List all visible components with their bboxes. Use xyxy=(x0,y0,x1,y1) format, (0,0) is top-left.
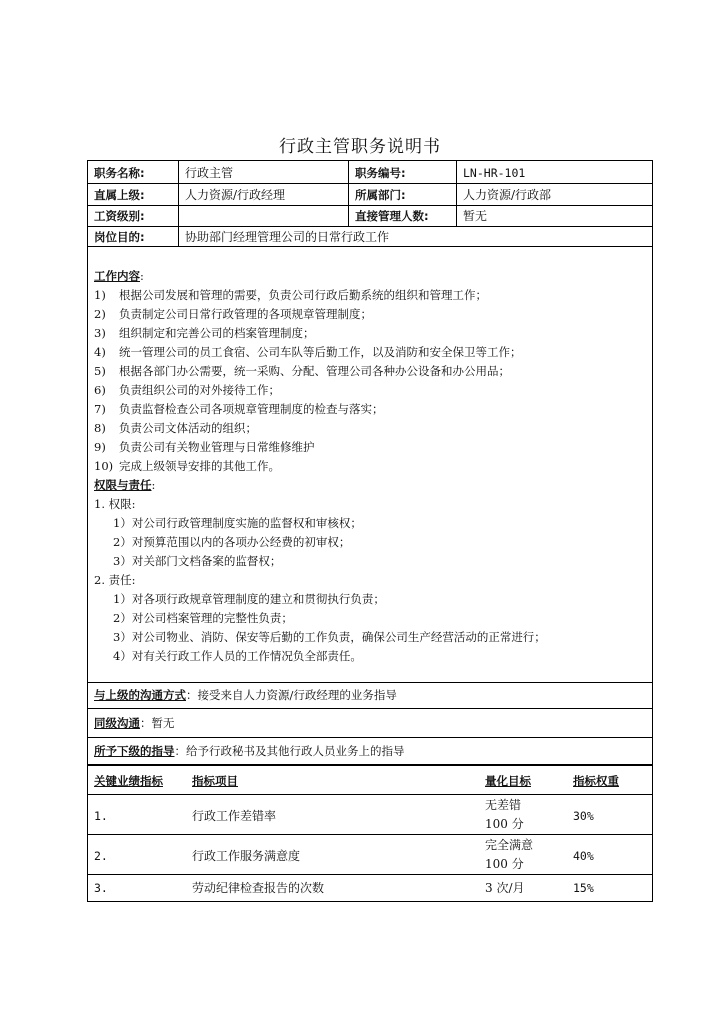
upward-communication: 与上级的沟通方式：接受来自人力资源/行政经理的业务指导 xyxy=(94,688,397,702)
divider xyxy=(456,160,457,226)
responsibility-item: 2）对公司档案管理的完整性负责； xyxy=(113,611,293,625)
responsibility-item: 3）对公司物业、消防、保安等后勤的工作负责，确保公司生产经营活动的正常进行； xyxy=(113,630,546,644)
duty-number: 1) xyxy=(94,288,106,302)
kpi-row-number: 2. xyxy=(94,849,108,863)
divider xyxy=(87,764,653,766)
divider xyxy=(87,682,653,683)
job-description-table xyxy=(87,160,653,902)
right-item: 1）对公司行政管理制度实施的监督权和审核权； xyxy=(113,516,362,530)
right-item: 2）对预算范围以内的各项办公经费的初审权； xyxy=(113,535,351,549)
duty-number: 8) xyxy=(94,421,106,435)
duties-heading: 工作内容: xyxy=(94,269,144,283)
kpi-row-item: 行政工作差错率 xyxy=(192,809,277,823)
kpi-row-target-line2: 100 分 xyxy=(485,857,524,871)
job-title-label: 职务名称: xyxy=(94,166,145,180)
duty-text: 根据公司发展和管理的需要，负责公司行政后勤系统的组织和管理工作； xyxy=(119,288,487,302)
right-item: 3）对关部门文档备案的监督权； xyxy=(113,554,282,568)
kpi-row-target-line1: 完全满意 xyxy=(485,838,534,852)
duty-text: 负责监督检查公司各项规章管理制度的检查与落实； xyxy=(119,402,384,416)
duty-number: 10) xyxy=(94,459,114,473)
duty-text: 负责公司文体活动的组织； xyxy=(119,421,257,435)
duty-text: 负责制定公司日常行政管理的各项规章管理制度； xyxy=(119,307,372,321)
divider xyxy=(348,160,349,226)
kpi-row-target-line1: 无差错 xyxy=(485,798,522,812)
duty-text: 根据各部门办公需要，统一采购、分配、管理公司各种办公设备和办公用品； xyxy=(119,364,510,378)
duty-item xyxy=(94,458,280,474)
duty-number: 6) xyxy=(94,383,106,397)
supervisor-label: 直属上级: xyxy=(94,188,145,202)
subordinates-label: 直接管理人数: xyxy=(355,209,429,223)
purpose-label: 岗位目的: xyxy=(94,230,145,244)
department-label: 所属部门: xyxy=(355,188,406,202)
responsibilities-title: 2. 责任: xyxy=(94,573,136,587)
kpi-row-number: 3. xyxy=(94,881,108,895)
duty-text: 负责组织公司的对外接待工作； xyxy=(119,383,280,397)
responsibility-item: 4）对有关行政工作人员的工作情况负全部责任。 xyxy=(113,649,362,663)
duty-number: 4) xyxy=(94,345,106,359)
duty-number: 3) xyxy=(94,326,106,340)
kpi-row-number: 1. xyxy=(94,809,108,823)
duty-number: 2) xyxy=(94,307,106,321)
duty-item xyxy=(94,306,372,322)
authority-heading: 权限与责任: xyxy=(94,478,156,492)
rights-title: 1. 权限: xyxy=(94,497,136,511)
job-code-value: LN-HR-101 xyxy=(463,166,526,180)
job-title-value: 行政主管 xyxy=(185,166,234,180)
duty-number: 7) xyxy=(94,402,106,416)
duty-text: 组织制定和完善公司的档案管理制度； xyxy=(119,326,315,340)
job-code-label: 职务编号: xyxy=(355,166,406,180)
supervisor-value: 人力资源/行政经理 xyxy=(185,188,286,202)
divider xyxy=(87,834,653,835)
kpi-header-target: 量化目标 xyxy=(485,774,531,788)
salary-label: 工资级别: xyxy=(94,209,145,223)
divider xyxy=(87,205,653,206)
divider xyxy=(178,160,179,246)
divider xyxy=(87,226,653,227)
kpi-header-indicator: 关键业绩指标 xyxy=(94,774,163,788)
duty-item xyxy=(94,325,315,341)
duty-item xyxy=(94,401,384,417)
document-title: 行政主管职务说明书 xyxy=(279,137,441,157)
duty-item xyxy=(94,439,315,455)
downward-guidance: 所予下级的指导：给予行政秘书及其他行政人员业务上的指导 xyxy=(94,744,405,758)
divider xyxy=(87,183,653,184)
kpi-row-weight: 15% xyxy=(573,881,594,895)
divider xyxy=(87,794,653,795)
divider xyxy=(87,246,653,247)
divider xyxy=(87,708,653,709)
kpi-row-weight: 40% xyxy=(573,849,594,863)
kpi-row-target-line2: 100 分 xyxy=(485,817,524,831)
subordinates-value: 暂无 xyxy=(463,209,488,223)
duty-item xyxy=(94,363,510,379)
divider xyxy=(87,874,653,875)
kpi-header-item: 指标项目 xyxy=(192,774,238,788)
responsibility-item: 1）对各项行政规章管理制度的建立和贯彻执行负责； xyxy=(113,592,385,606)
duty-item xyxy=(94,344,522,360)
duty-text: 统一管理公司的员工食宿、公司车队等后勤工作，以及消防和安全保卫等工作； xyxy=(119,345,522,359)
department-value: 人力资源/行政部 xyxy=(463,188,552,202)
divider xyxy=(87,737,653,738)
duty-number: 5) xyxy=(94,364,106,378)
duty-text: 负责公司有关物业管理与日常维修维护 xyxy=(119,440,315,454)
duty-number: 9) xyxy=(94,440,106,454)
duty-text: 完成上级领导安排的其他工作。 xyxy=(119,459,280,473)
kpi-row-weight: 30% xyxy=(573,809,594,823)
kpi-header-weight: 指标权重 xyxy=(573,774,619,788)
kpi-row-item: 劳动纪律检查报告的次数 xyxy=(192,881,325,895)
kpi-row-target-line1: 3 次/月 xyxy=(485,881,525,895)
duty-item xyxy=(94,382,280,398)
duty-item xyxy=(94,287,487,303)
peer-communication: 同级沟通：暂无 xyxy=(94,716,175,730)
kpi-row-item: 行政工作服务满意度 xyxy=(192,849,301,863)
duty-item xyxy=(94,420,257,436)
purpose-value: 协助部门经理管理公司的日常行政工作 xyxy=(185,230,390,244)
